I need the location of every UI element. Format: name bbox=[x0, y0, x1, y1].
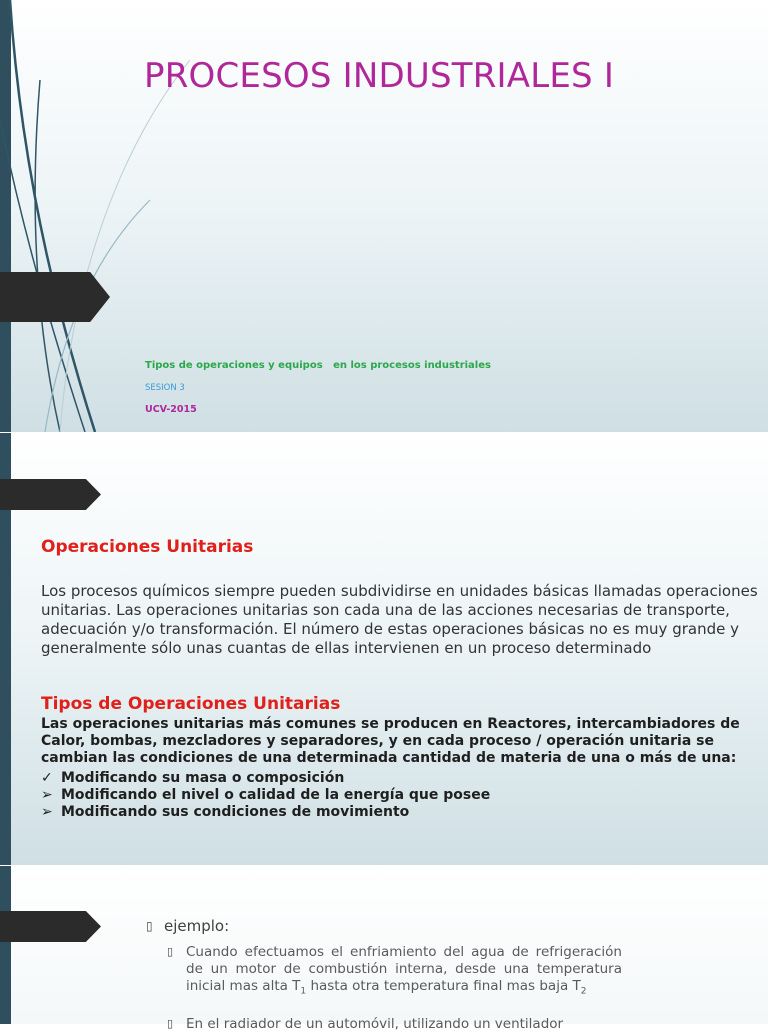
list-item: ✓ Modificando su masa o composición bbox=[41, 770, 345, 786]
subtitle-topic: Tipos de operaciones y equipos en los procesos industriales bbox=[145, 360, 491, 371]
arrow-bullet-icon: ➢ bbox=[41, 804, 53, 820]
types-list bbox=[41, 770, 490, 821]
types-paragraph: Las operaciones unitarias más comunes se producen en Reactores, intercambiadores de Calor, bombas, mezcladores y separadores, y en cada proceso / operación unitaria se cambian las condiciones de una determinada cantidad de materia de una o más de una: bbox=[41, 716, 740, 766]
subtitle-year: UCV-2015 bbox=[145, 404, 197, 415]
list-item: ➢ Modificando el nivel o calidad de la energía que posee bbox=[41, 787, 491, 803]
example-paragraph: Cuando efectuamos el enfriamiento del agua de refrigeración de un motor de combustión interna, desde una temperatura inicial mas alta $T_1$ hasta otra temperatura final mas baja $T_2$ bbox=[186, 944, 622, 997]
slide-title-text: PROCESOS INDUSTRIALES I bbox=[144, 56, 615, 96]
bullet-icon: ▯ bbox=[167, 945, 174, 958]
bullet-icon: ▯ bbox=[167, 1017, 174, 1030]
slide-tab bbox=[0, 911, 101, 942]
section-paragraph: Los procesos químicos siempre pueden subdividirse en unidades básicas llamadas operaciones unitarias. Las operaciones unitarias son cada una de las acciones necesarias de transporte, adecuación y/o transformación. El número de estas operaciones básicas no es muy grande y generalmente sólo unas cuantas de ellas intervienen en un proceso determinado bbox=[41, 582, 758, 657]
section-heading: Operaciones Unitarias bbox=[41, 537, 254, 557]
subtitle-session: SESION 3 bbox=[145, 383, 185, 393]
example-label: ejemplo: bbox=[164, 917, 230, 935]
slide-sidebar bbox=[0, 866, 11, 1024]
section-heading-types: Tipos de Operaciones Unitarias bbox=[41, 694, 341, 714]
slide-tab bbox=[0, 479, 101, 510]
slide-title bbox=[0, 0, 768, 432]
checkmark-icon: ✓ bbox=[41, 770, 53, 786]
example-paragraph-2: En el radiador de un automóvil, utilizando un ventilador bbox=[186, 1016, 564, 1032]
arrow-bullet-icon: ➢ bbox=[41, 787, 53, 803]
slide-tab bbox=[0, 272, 110, 322]
bullet-icon: ▯ bbox=[146, 919, 153, 933]
list-item: ➢ Modificando sus condiciones de movimiento bbox=[41, 804, 410, 820]
